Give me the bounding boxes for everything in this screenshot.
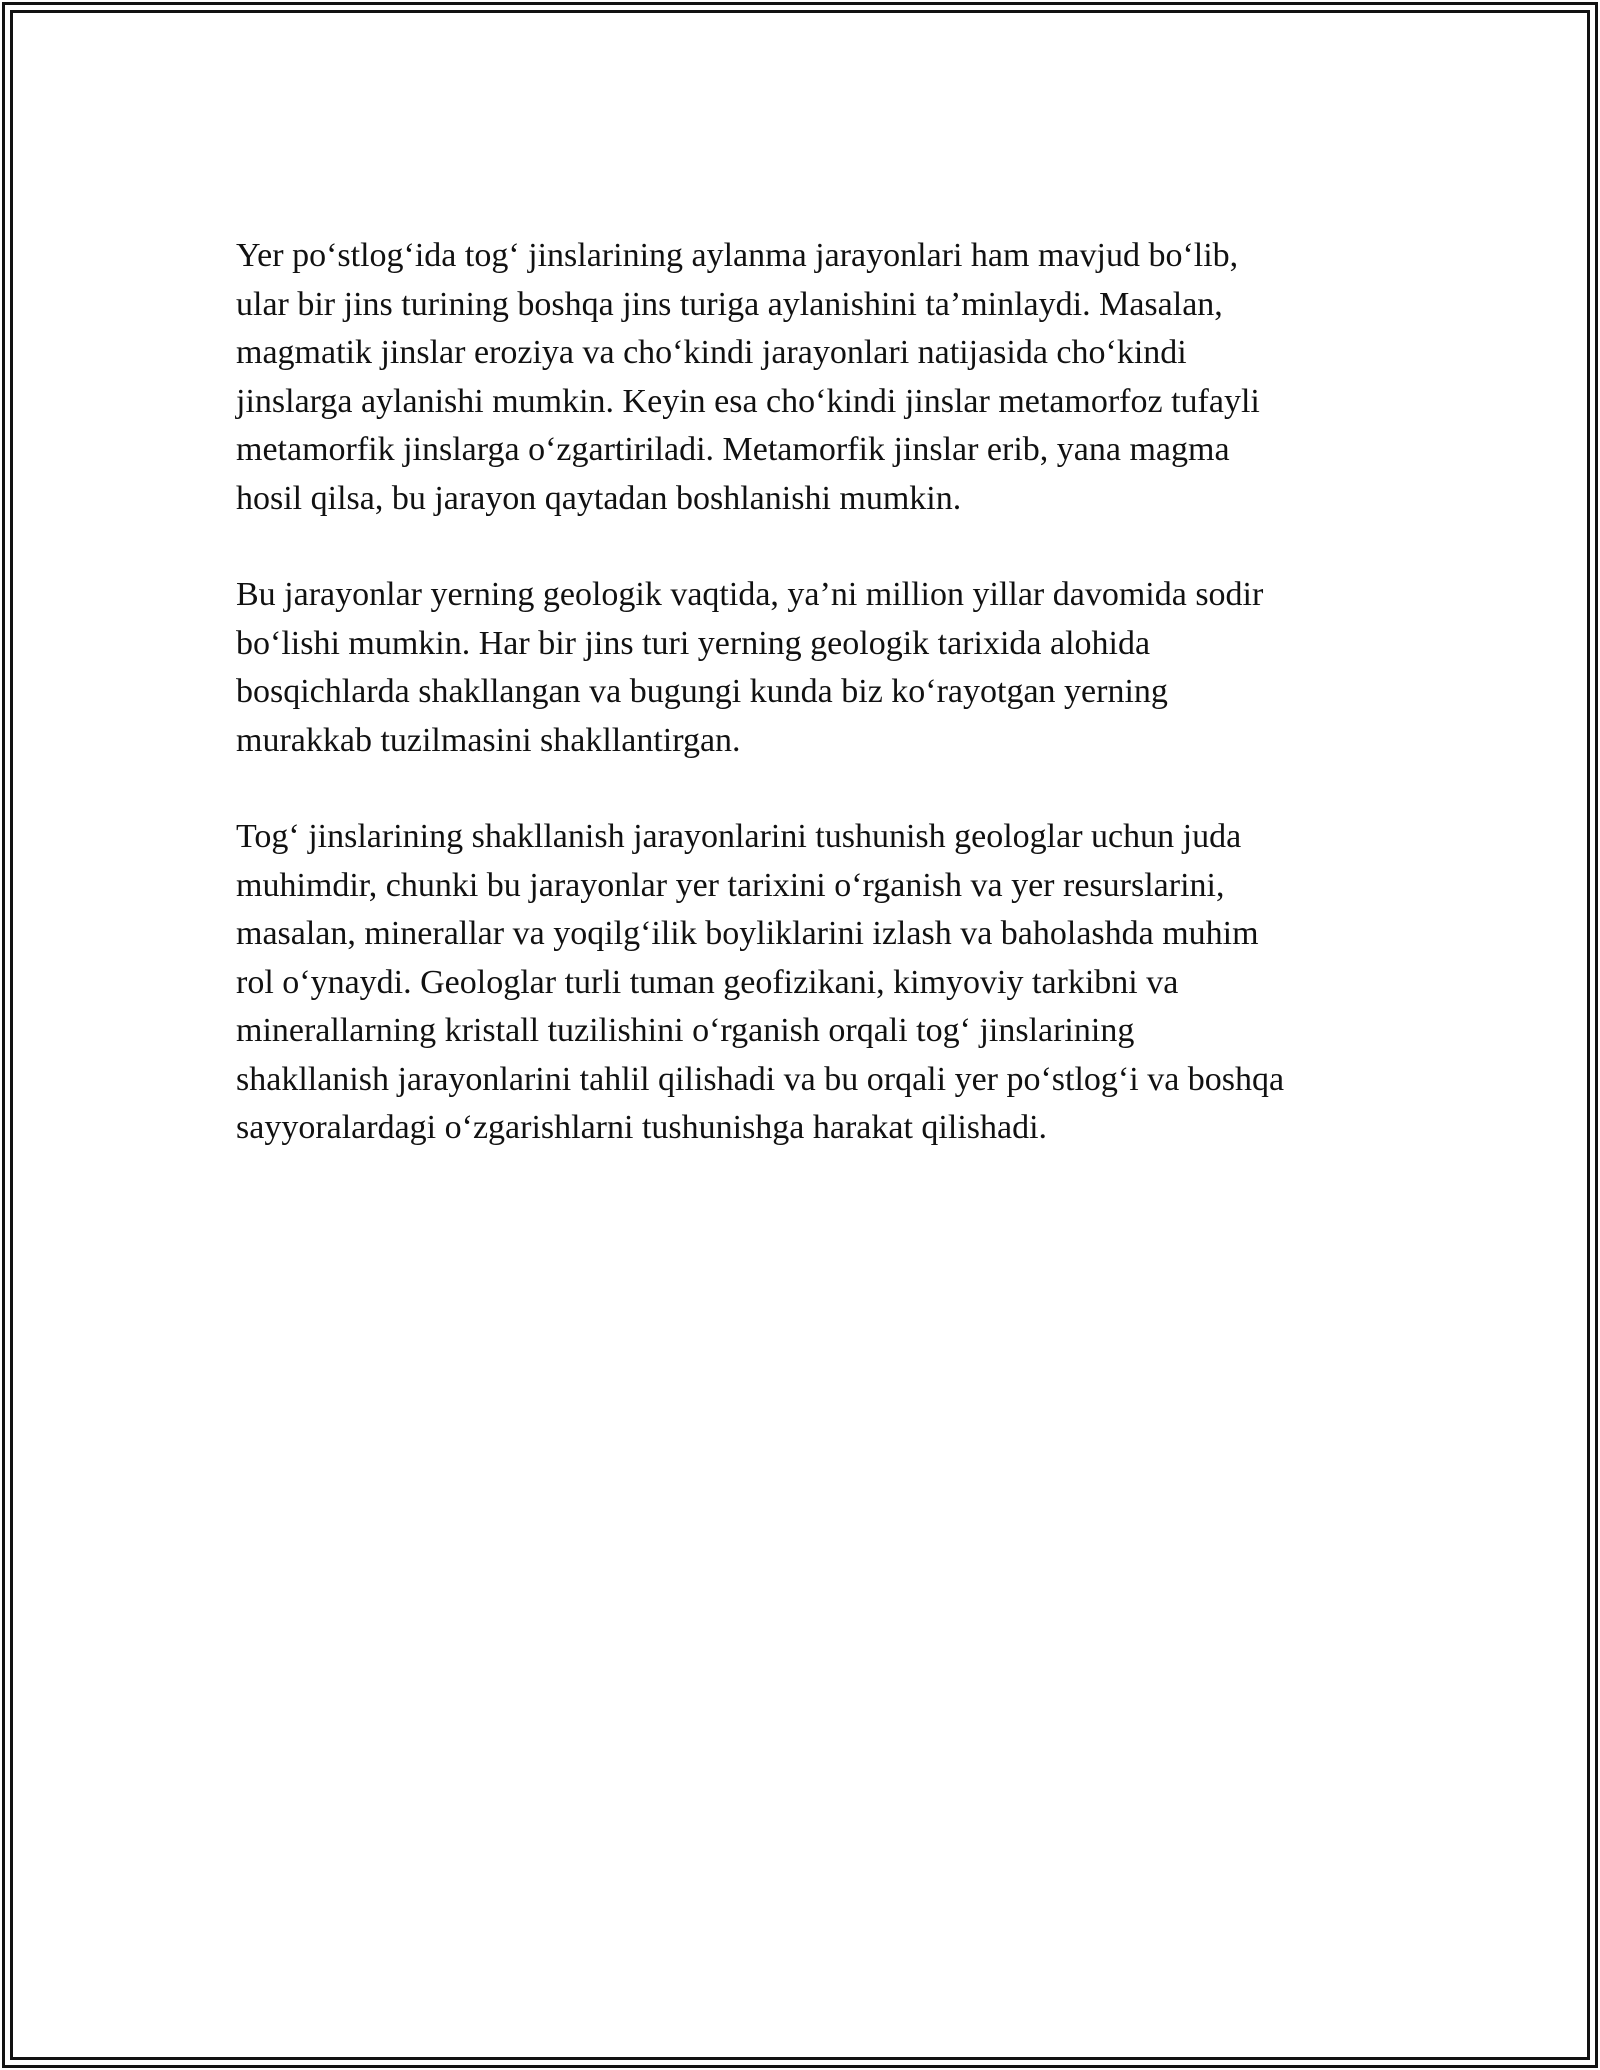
text-line: jinslarga aylanishi mumkin. Keyin esa cho‘kindi jinslar metamorfoz tufayli bbox=[236, 382, 1260, 420]
paragraph-geologic-time bbox=[236, 571, 1376, 765]
text-line: Bu jarayonlar yerning geologik vaqtida, ya’ni million yillar davomida sodir bbox=[236, 576, 1264, 613]
text-line: muhimdir, chunki bu jarayonlar yer tarixini o‘rganish va yer resurslarini, bbox=[236, 866, 1225, 904]
text-line: Tog‘ jinslarining shakllanish jarayonlarini tushunish geologlar uchun juda bbox=[236, 818, 1242, 855]
document-body bbox=[236, 232, 1376, 1201]
text-line: rol o‘ynaydi. Geologlar turli tuman geofizikani, kimyoviy tarkibni va bbox=[236, 963, 1179, 1001]
text-line: hosil qilsa, bu jarayon qaytadan boshlanishi mumkin. bbox=[236, 479, 962, 517]
text-line: shakllanish jarayonlarini tahlil qilishadi va bu orqali yer po‘stlog‘i va boshqa bbox=[236, 1060, 1285, 1098]
text-line: bo‘lishi mumkin. Har bir jins turi yerning geologik tarixida alohida bbox=[236, 624, 1151, 662]
text-line: bosqichlarda shakllangan va bugungi kunda biz ko‘rayotgan yerning bbox=[236, 673, 1168, 710]
paragraph-rock-cycle bbox=[236, 232, 1376, 523]
text-line: Yer po‘stlog‘ida tog‘ jinslarining aylanma jarayonlari ham mavjud bo‘lib, bbox=[236, 237, 1239, 274]
text-line: murakkab tuzilmasini shakllantirgan. bbox=[236, 721, 741, 759]
text-line: magmatik jinslar eroziya va cho‘kindi jarayonlari natijasida cho‘kindi bbox=[236, 334, 1187, 371]
paragraph-importance bbox=[236, 813, 1376, 1153]
text-line: ular bir jins turining boshqa jins turiga aylanishini ta’minlaydi. Masalan, bbox=[236, 285, 1223, 323]
text-line: masalan, minerallar va yoqilg‘ilik boyliklarini izlash va baholashda muhim bbox=[236, 915, 1259, 952]
text-line: minerallarning kristall tuzilishini o‘rganish orqali tog‘ jinslarining bbox=[236, 1012, 1135, 1049]
text-line: metamorfik jinslarga o‘zgartiriladi. Metamorfik jinslar erib, yana magma bbox=[236, 431, 1230, 468]
text-line: sayyoralardagi o‘zgarishlarni tushunishga harakat qilishadi. bbox=[236, 1109, 1048, 1146]
